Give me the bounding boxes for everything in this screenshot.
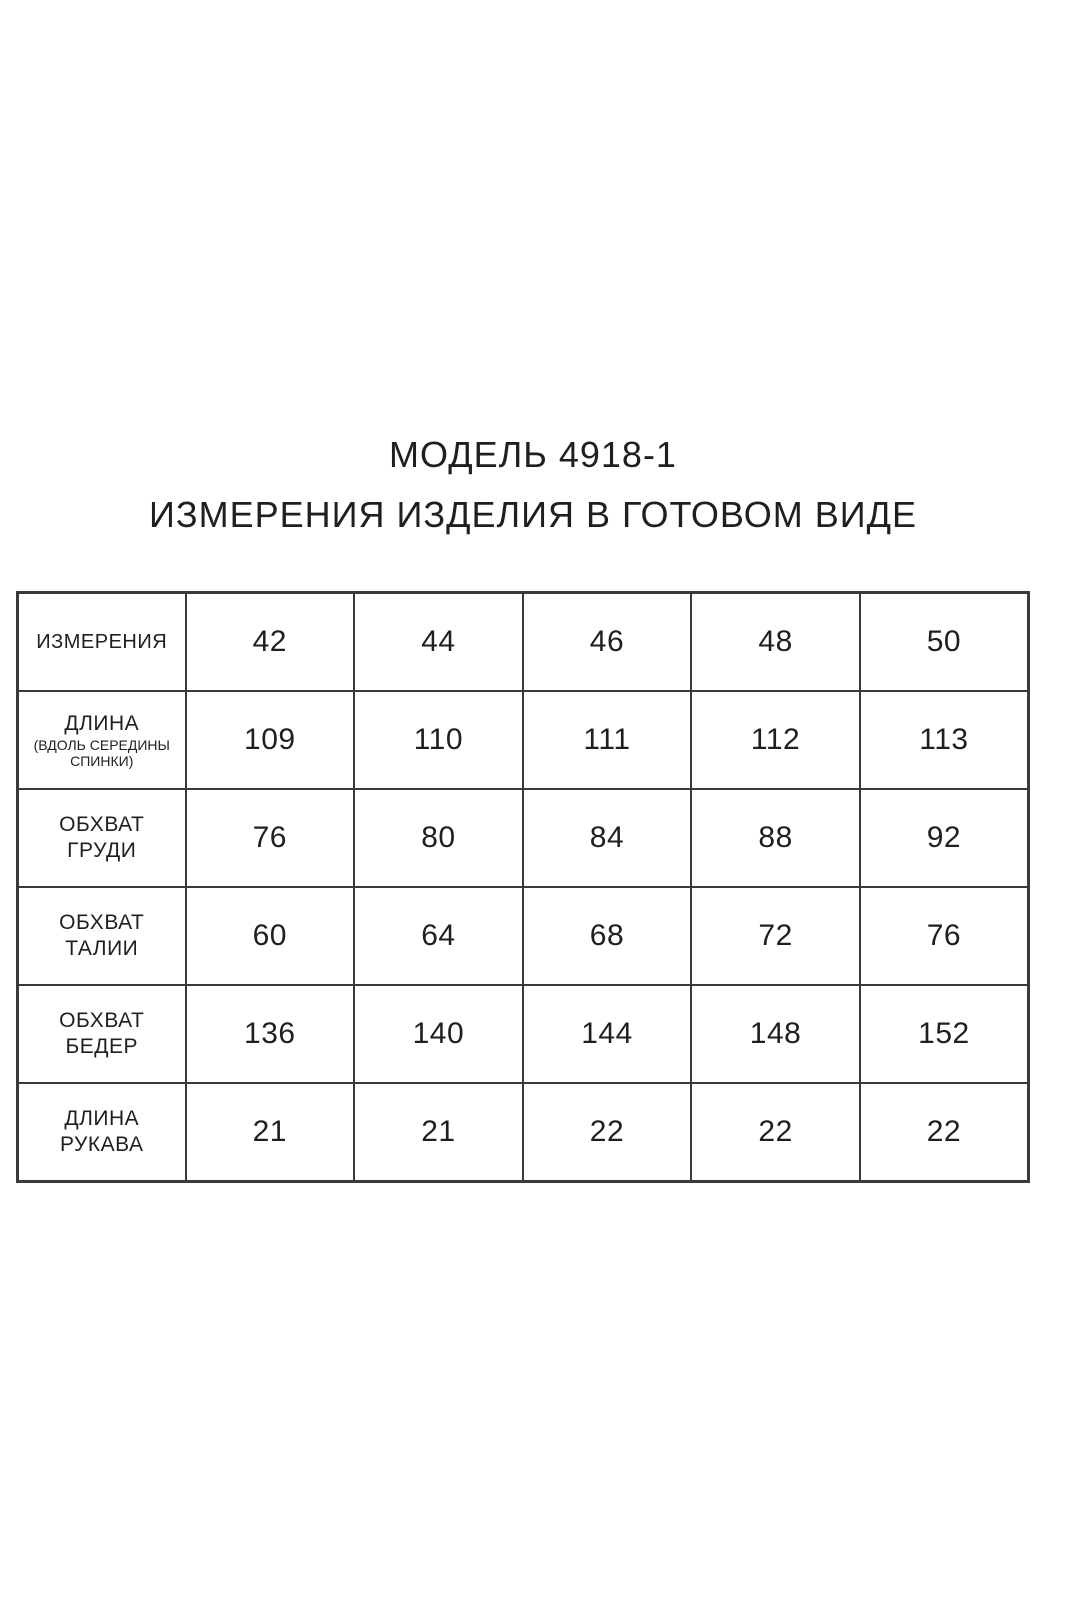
value-cell	[860, 691, 1029, 789]
cell-value: 68	[589, 919, 625, 952]
cell-value: 21	[252, 1115, 287, 1148]
cell-value: 148	[749, 1017, 802, 1050]
size-cell	[860, 593, 1029, 692]
row-label-cell	[18, 1083, 186, 1182]
row-label-cell	[18, 691, 186, 789]
size-table	[16, 591, 1030, 1183]
size-cell	[186, 593, 355, 692]
cell-value: 113	[919, 723, 969, 756]
size-cell	[691, 593, 860, 692]
cell-value: 76	[252, 821, 287, 854]
title-block	[0, 425, 1066, 545]
value-cell	[523, 985, 692, 1083]
value-cell	[354, 985, 523, 1083]
row-label: БЕДЕР	[65, 1035, 139, 1058]
row-label: ГРУДИ	[67, 839, 137, 862]
value-cell	[691, 691, 860, 789]
cell-value: 92	[926, 821, 962, 854]
table-row	[18, 1083, 1029, 1182]
value-cell	[523, 1083, 692, 1182]
model-title: МОДЕЛЬ 4918-1	[389, 434, 677, 475]
row-label: ОБХВАТ	[59, 1009, 145, 1032]
value-cell	[523, 691, 692, 789]
value-cell	[354, 691, 523, 789]
value-cell	[523, 887, 692, 985]
value-cell	[186, 789, 355, 887]
value-cell	[354, 789, 523, 887]
row-label: ОБХВАТ	[59, 911, 145, 934]
cell-value: 22	[589, 1115, 625, 1148]
row-label-cell	[18, 985, 186, 1083]
cell-value: 111	[583, 723, 631, 756]
row-label-cell	[18, 887, 186, 985]
row-label: ДЛИНА	[64, 712, 140, 735]
value-cell	[523, 789, 692, 887]
value-cell	[354, 887, 523, 985]
cell-value: 109	[244, 723, 296, 756]
cell-value: 76	[926, 919, 962, 952]
value-cell	[186, 887, 355, 985]
cell-value: 136	[244, 1017, 296, 1050]
size-value: 44	[421, 625, 456, 658]
value-cell	[186, 1083, 355, 1182]
row-note: (ВДОЛЬ СЕРЕДИНЫ СПИНКИ)	[33, 737, 170, 769]
cell-value: 110	[413, 723, 464, 756]
value-cell	[186, 691, 355, 789]
header-label-cell	[18, 593, 186, 692]
value-cell	[354, 1083, 523, 1182]
row-label: РУКАВА	[60, 1133, 144, 1156]
value-cell	[860, 1083, 1029, 1182]
value-cell	[691, 1083, 860, 1182]
table-row	[18, 789, 1029, 887]
size-value: 42	[252, 625, 287, 658]
cell-value: 84	[589, 821, 625, 854]
row-label: ТАЛИИ	[65, 937, 139, 960]
cell-value: 72	[758, 919, 793, 952]
table-row	[18, 887, 1029, 985]
cell-value: 60	[252, 919, 287, 952]
size-value: 46	[589, 625, 625, 658]
header-label: ИЗМЕРЕНИЯ	[36, 630, 168, 653]
row-label-cell	[18, 789, 186, 887]
cell-value: 22	[926, 1115, 962, 1148]
size-cell	[354, 593, 523, 692]
cell-value: 112	[750, 723, 801, 756]
value-cell	[691, 985, 860, 1083]
row-label: ОБХВАТ	[59, 813, 145, 836]
value-cell	[860, 887, 1029, 985]
table-row	[18, 691, 1029, 789]
table-header-row	[18, 593, 1029, 692]
size-value: 48	[758, 625, 793, 658]
value-cell	[186, 985, 355, 1083]
cell-value: 152	[918, 1017, 970, 1050]
value-cell	[860, 985, 1029, 1083]
cell-value: 64	[421, 919, 456, 952]
cell-value: 88	[758, 821, 793, 854]
cell-value: 140	[412, 1017, 465, 1050]
value-cell	[691, 789, 860, 887]
value-cell	[691, 887, 860, 985]
table-row	[18, 985, 1029, 1083]
table-title: ИЗМЕРЕНИЯ ИЗДЕЛИЯ В ГОТОВОМ ВИДЕ	[149, 494, 917, 535]
cell-value: 21	[421, 1115, 456, 1148]
size-cell	[523, 593, 692, 692]
value-cell	[860, 789, 1029, 887]
cell-value: 22	[758, 1115, 793, 1148]
cell-value: 144	[581, 1017, 633, 1050]
size-value: 50	[926, 625, 962, 658]
row-label: ДЛИНА	[64, 1107, 140, 1130]
cell-value: 80	[421, 821, 456, 854]
